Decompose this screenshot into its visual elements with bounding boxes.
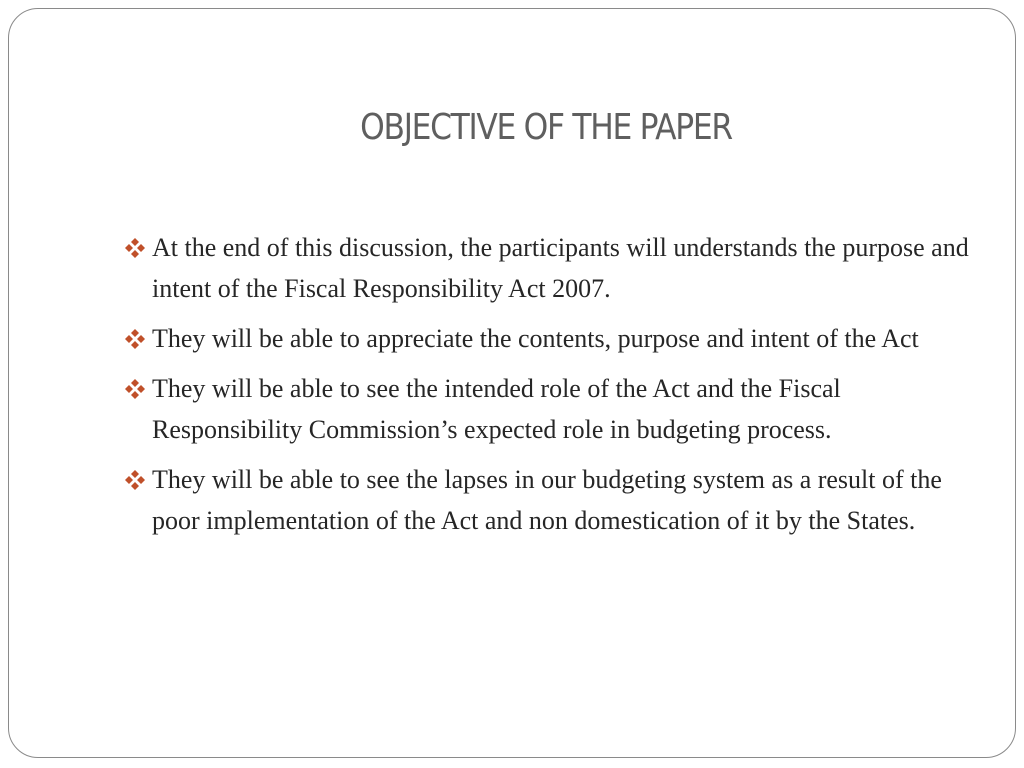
slide-title: OBJECTIVE OF THE PAPER: [360, 107, 732, 148]
bullet-text: They will be able to see the intended role of the Act and the Fiscal Responsibility Commission’s expected role in budgeting process.: [152, 374, 841, 444]
bullet-text: They will be able to see the lapses in our budgeting system as a result of the poor implementation of the Act and non domestication of it by the States.: [152, 465, 942, 535]
bullet-text: At the end of this discussion, the participants will understands the purpose and intent of the Fiscal Responsibility Act 2007.: [152, 233, 969, 303]
diamond-bullet-icon: [124, 328, 146, 350]
bullet-item: [124, 318, 984, 359]
bullet-item: [124, 227, 984, 309]
bullet-list: [124, 227, 984, 550]
diamond-bullet-icon: [124, 237, 146, 259]
bullet-item: [124, 459, 984, 541]
bullet-text: They will be able to appreciate the contents, purpose and intent of the Act: [152, 324, 919, 353]
bullet-item: [124, 368, 984, 450]
slide-frame: [8, 8, 1016, 758]
diamond-bullet-icon: [124, 469, 146, 491]
diamond-bullet-icon: [124, 378, 146, 400]
